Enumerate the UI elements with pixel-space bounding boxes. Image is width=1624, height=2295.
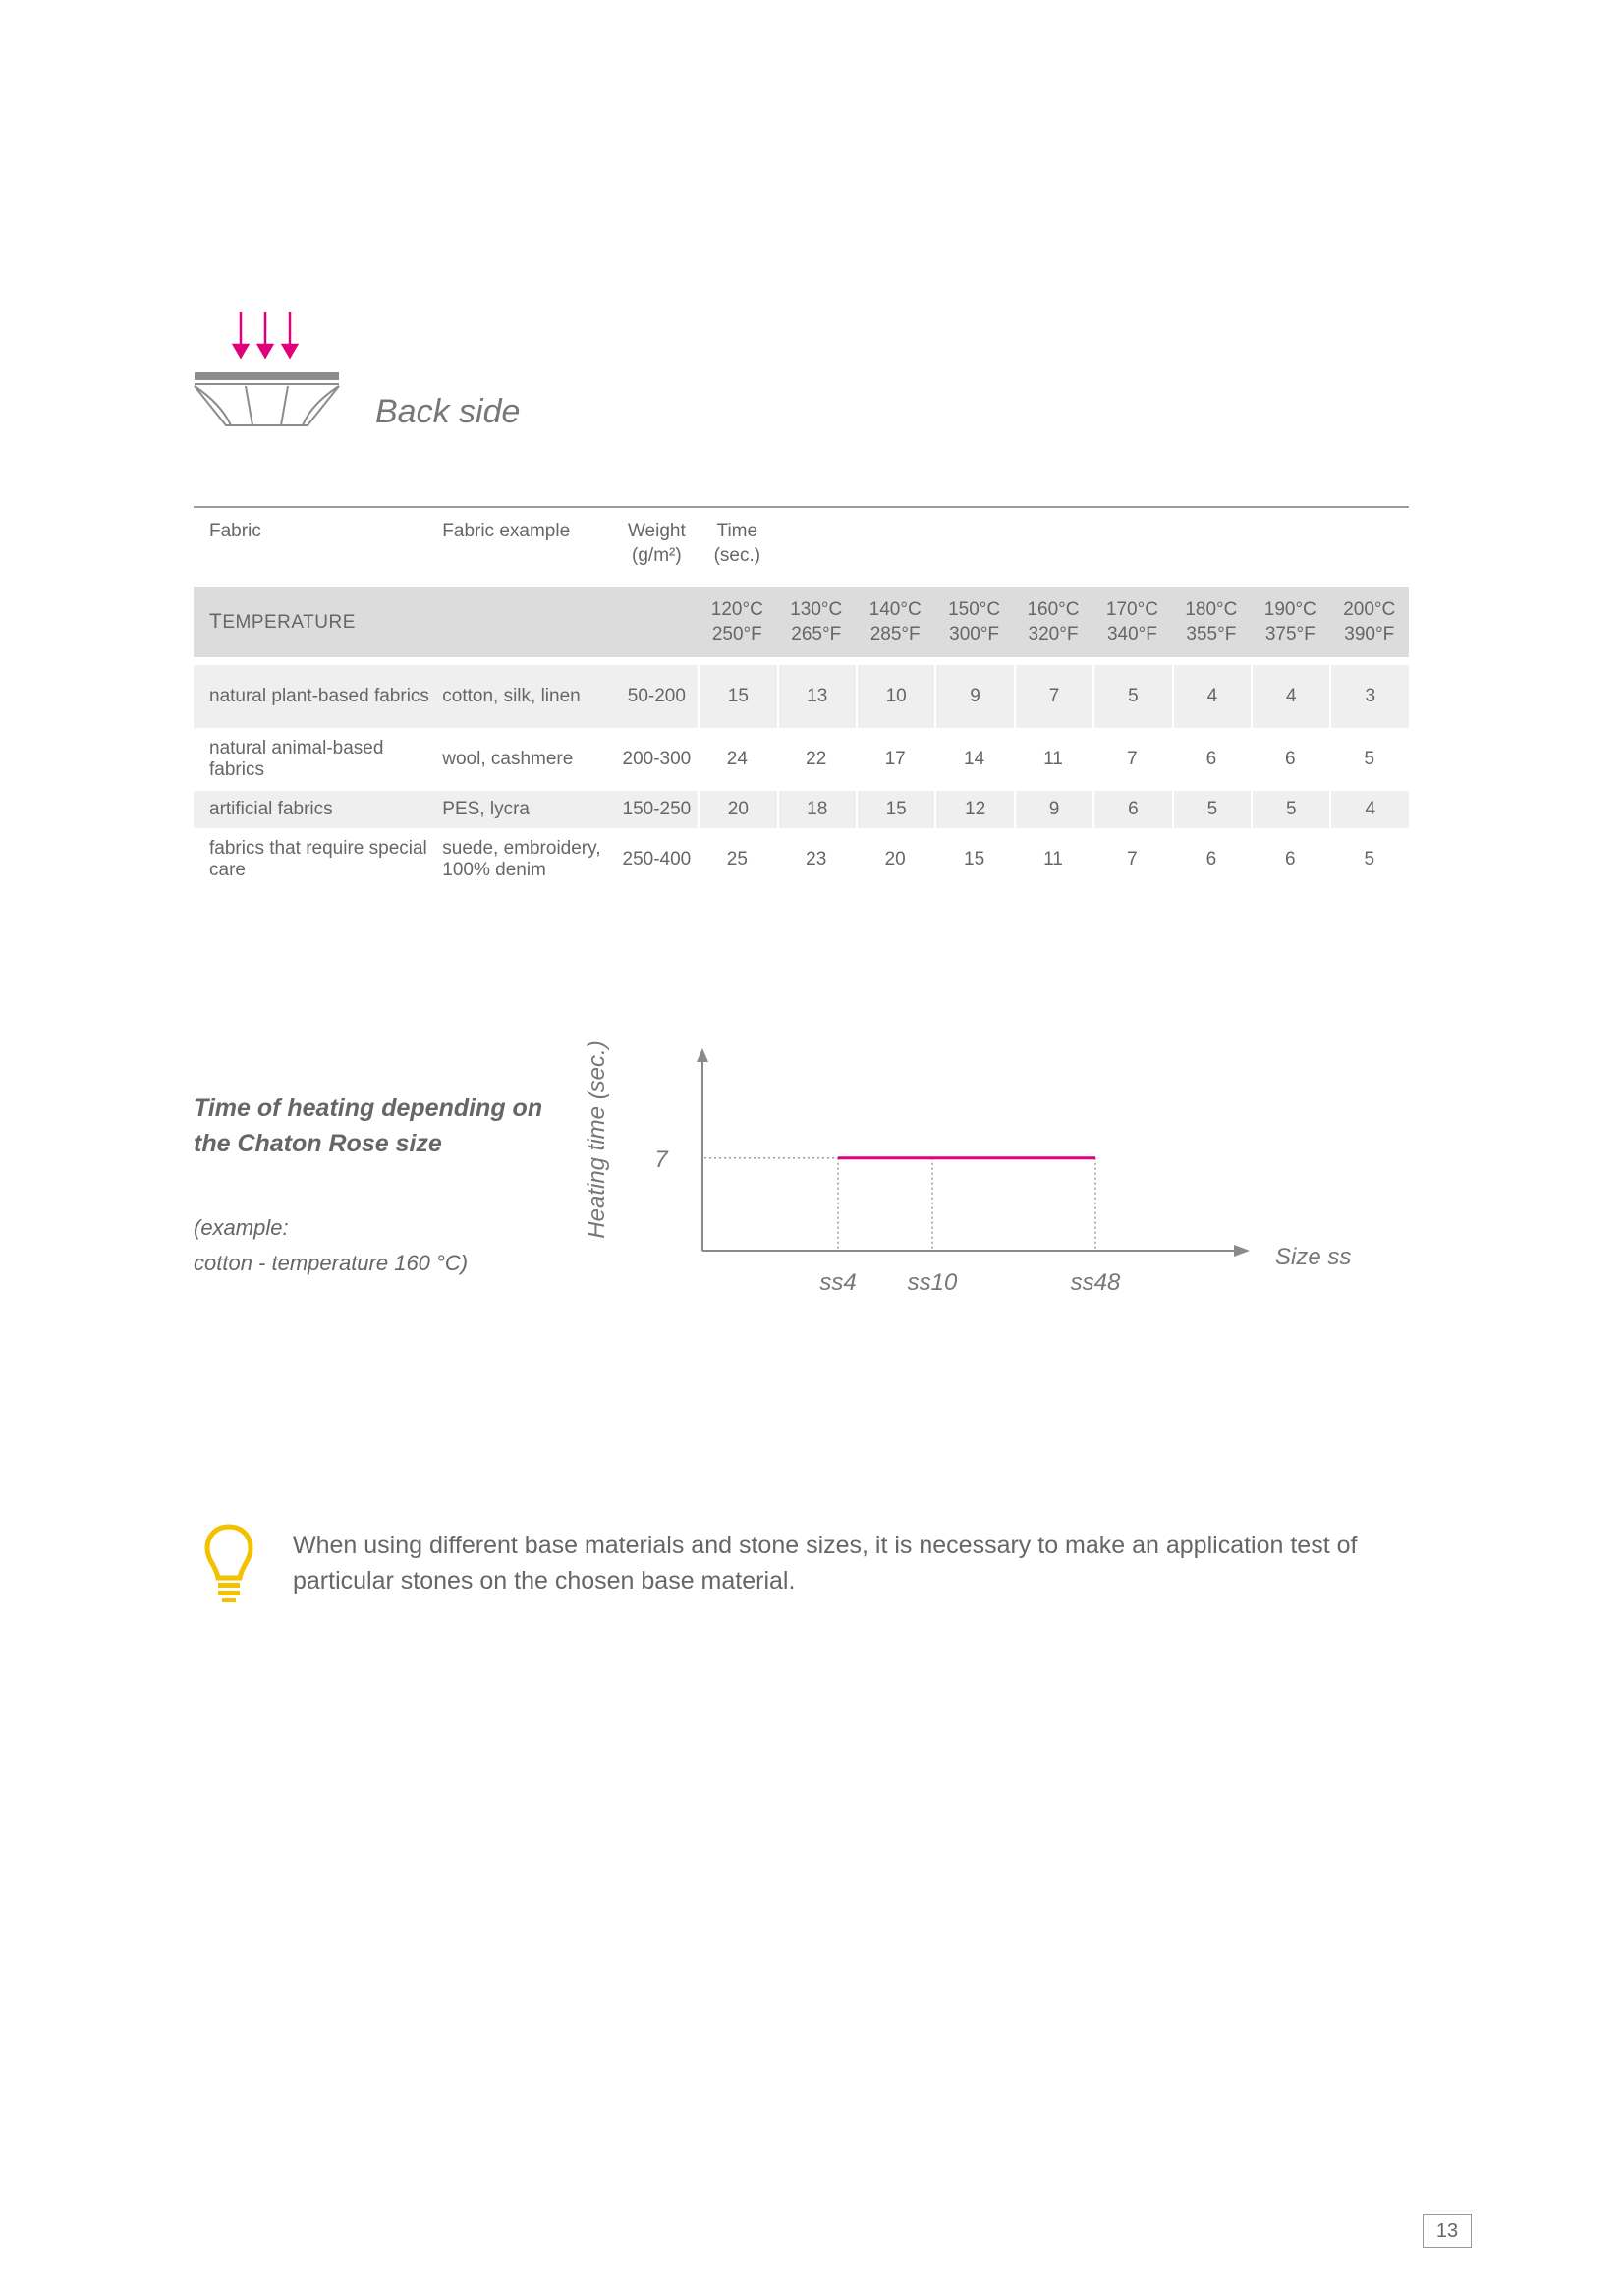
header-fabric-example: Fabric example xyxy=(442,521,571,541)
cell-weight: 50-200 xyxy=(616,665,698,728)
tip-text: When using different base materials and stone sizes, it is necessary to make an application test of particular stones on the chosen base material. xyxy=(293,1532,1358,1595)
cell-time: 4 xyxy=(1329,791,1409,828)
cell-time: 6 xyxy=(1205,749,1217,769)
table-header-row xyxy=(194,508,1409,587)
cell-time: 3 xyxy=(1329,665,1409,728)
cell-time: 17 xyxy=(884,749,906,769)
header-weight-unit: (g/m²) xyxy=(632,545,682,566)
cell-fabric: fabrics that require special care xyxy=(209,838,427,880)
y-tick-label: 7 xyxy=(654,1146,668,1173)
header-weight-label: Weight xyxy=(627,521,686,541)
temp-col: 200°C 390°F xyxy=(1329,587,1409,657)
temp-col: 190°C 375°F xyxy=(1251,587,1329,657)
cell-time: 7 xyxy=(1014,665,1092,728)
temp-col: 180°C 355°F xyxy=(1172,587,1251,657)
cell-time: 5 xyxy=(1092,665,1171,728)
cell-weight: 200-300 xyxy=(622,749,692,769)
cell-time: 4 xyxy=(1251,665,1329,728)
table-row xyxy=(194,828,1409,891)
x-tick-label: ss4 xyxy=(819,1269,857,1296)
cell-time: 13 xyxy=(777,665,856,728)
cell-time: 11 xyxy=(1043,749,1063,769)
cell-time: 6 xyxy=(1284,849,1296,869)
cell-time: 5 xyxy=(1251,791,1329,828)
cell-time: 25 xyxy=(726,849,748,869)
header-weight xyxy=(616,508,698,587)
temperature-row xyxy=(194,587,1409,657)
header-fabric: Fabric xyxy=(209,521,261,541)
table-row xyxy=(194,665,1409,728)
cell-time: 5 xyxy=(1172,791,1251,828)
cell-weight: 250-400 xyxy=(622,849,692,869)
cell-time: 22 xyxy=(806,749,827,769)
cell-time: 5 xyxy=(1364,849,1375,869)
cell-time: 11 xyxy=(1043,849,1063,869)
cell-time: 4 xyxy=(1172,665,1251,728)
cell-time: 15 xyxy=(856,791,934,828)
page-number: 13 xyxy=(1423,2214,1472,2248)
chart-example-line-2: cotton - temperature 160 °C) xyxy=(194,1251,469,1275)
header-time-label: Time xyxy=(716,521,758,541)
cell-example: cotton, silk, linen xyxy=(429,665,615,728)
x-tick-label: ss10 xyxy=(907,1269,958,1296)
chart-example-note xyxy=(194,1210,547,1281)
cell-weight: 150-250 xyxy=(616,791,698,828)
temp-col: 140°C 285°F xyxy=(856,587,934,657)
cell-time: 20 xyxy=(698,791,776,828)
section-title: Back side xyxy=(375,393,521,430)
cell-time: 7 xyxy=(1127,749,1138,769)
table-row xyxy=(194,791,1409,828)
chart-example-line-1: (example: xyxy=(194,1215,289,1240)
cell-time: 15 xyxy=(698,665,776,728)
cell-example: wool, cashmere xyxy=(442,749,574,769)
cell-time: 18 xyxy=(777,791,856,828)
temperature-label: TEMPERATURE xyxy=(194,587,429,657)
cell-fabric: artificial fabrics xyxy=(194,791,429,828)
cell-time: 23 xyxy=(806,849,827,869)
lightbulb-icon xyxy=(204,1523,253,1603)
cell-time: 6 xyxy=(1092,791,1171,828)
temp-col: 160°C 320°F xyxy=(1014,587,1092,657)
y-axis-label: Heating time (sec.) xyxy=(584,1040,610,1239)
cell-time: 24 xyxy=(726,749,748,769)
cell-time: 9 xyxy=(934,665,1013,728)
header-time-unit: (sec.) xyxy=(713,545,761,566)
cell-time: 6 xyxy=(1205,849,1217,869)
heating-time-chart xyxy=(570,1036,1356,1321)
x-tick-label: ss48 xyxy=(1070,1269,1121,1296)
chart-title: Time of heating depending on the Chaton Rose size xyxy=(194,1094,543,1157)
cell-fabric: natural animal-based fabrics xyxy=(209,738,384,780)
cell-time: 14 xyxy=(964,749,985,769)
cell-time: 9 xyxy=(1014,791,1092,828)
cell-time: 15 xyxy=(964,849,985,869)
cell-time: 12 xyxy=(934,791,1013,828)
cell-time: 7 xyxy=(1127,849,1138,869)
fabric-temperature-table xyxy=(194,506,1409,891)
table-row xyxy=(194,728,1409,791)
cell-time: 6 xyxy=(1284,749,1296,769)
y-axis-arrow xyxy=(697,1048,708,1062)
temp-col: 150°C 300°F xyxy=(934,587,1013,657)
temp-col: 170°C 340°F xyxy=(1092,587,1171,657)
header-time xyxy=(698,508,776,587)
cell-time: 10 xyxy=(856,665,934,728)
stone-back-press-icon xyxy=(192,309,344,437)
temp-col: 130°C 265°F xyxy=(777,587,856,657)
x-axis-arrow xyxy=(1234,1245,1250,1257)
cell-example: suede, embroidery, 100% denim xyxy=(442,838,601,880)
cell-example: PES, lycra xyxy=(429,791,615,828)
cell-time: 20 xyxy=(884,849,906,869)
temp-col: 120°C 250°F xyxy=(698,587,776,657)
cell-time: 5 xyxy=(1364,749,1375,769)
cell-fabric: natural plant-based fabrics xyxy=(194,665,429,728)
x-axis-label: Size ss xyxy=(1275,1244,1352,1270)
